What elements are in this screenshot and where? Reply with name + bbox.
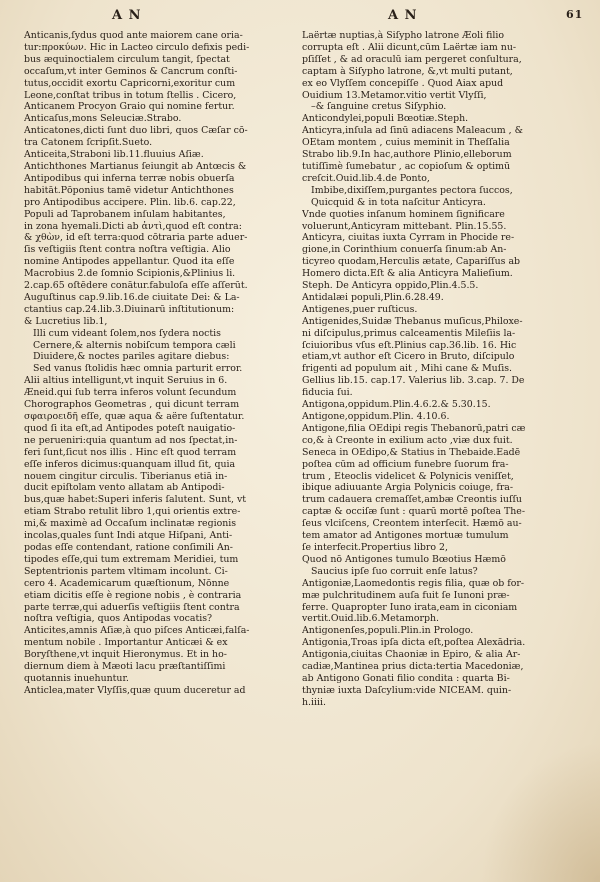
text-line: ſe interfecit.Propertius libro 2, [302, 541, 448, 553]
text-line: Antigenes,puer ruſticus. [302, 303, 418, 315]
text-line: Gellius lib.15. cap.17. Valerius lib. 3.cap. 7. De [302, 375, 525, 387]
text-line: etiam dicitis eſſe è regione nobis , è contraria [24, 589, 242, 601]
text-line: Anticondylei,populi Bœotiæ.Steph. [302, 113, 469, 125]
text-line: creſcit.Ouid.lib.4.de Ponto, [302, 172, 430, 184]
text-line: ibique adiuuante Argia Polynicis coiuge, fra- [302, 482, 514, 494]
text-line: nomine Antipodes appellantur. Quod ita eſſe [24, 256, 235, 268]
text-line: Antigone,filia OEdipi regis Thebanorū,patri cæ [302, 422, 526, 434]
text-line: Antigoniæ,Laomedontis regis filia, quæ ob for- [302, 577, 525, 589]
page-number: 61 [566, 8, 584, 21]
text-line: tra Catonem ſcripſit.Sueto. [24, 137, 153, 149]
text-line: Auguſtinus cap.9.lib.16.de ciuitate Dei: & La- [24, 291, 240, 303]
text-line: & χθὼν, id eſt terra:quod cōtraria parte aduer- [24, 232, 248, 244]
text-line: trum cadauera cremaſſet,ambæ Creontis iuſſu [302, 494, 522, 506]
text-line: tipodes eſſe,qui tum extremam Meridiei, tum [24, 553, 239, 565]
text-line: Antidalæi populi,Plin.6.28.49. [302, 291, 444, 303]
text-line: ex eo Vlyſſem concepiſſe . Quod Aiax apud [302, 77, 504, 89]
text-line: etiam,vt author eſt Cicero in Bruto, diſcipulo [302, 351, 515, 363]
text-line: captæ & occiſæ ſunt : quarū mortē poſtea The- [302, 506, 526, 518]
text-line: Anticaſus,mons Seleuciæ.Strabo. [24, 113, 182, 125]
text-line: Illi cum videant ſolem,nos ſydera noctis [33, 327, 221, 339]
text-line: pro Antipodibus accipere. Plin. lib.6. cap.22, [24, 196, 236, 208]
paper-stain [480, 742, 600, 882]
header-right-letters: A N [388, 8, 418, 23]
text-line: ferre. Quapropter Iuno irata,eam in ciconiam [302, 601, 518, 613]
text-line: in zona hyemali.Dicti ab ἀντὶ,quod eſt contra: [24, 220, 242, 232]
text-line: voluerunt,Anticyram mittebant. Plin.15.55. [302, 220, 507, 232]
text-line: bus æquinoctialem circulum tangit, ſpectat [24, 53, 230, 65]
text-line: Ouidium 13.Metamor.vitio vertit Vlyſſi, [302, 89, 487, 101]
text-line: Populi ad Taprobanem inſulam habitantes, [24, 208, 226, 220]
text-line: ſis veſtigiis ſtent contra noſtra veſtigia. Alio [24, 244, 231, 256]
text-line: Antichthones Martianus ſeiungit ab Antœcis & [24, 160, 247, 172]
text-line: Macrobius 2.de ſomnio Scipionis,&Plinius li. [24, 268, 236, 280]
text-line: Anticites,amnis Aſiæ,à quo piſces Anticæi,falſa- [24, 625, 250, 637]
text-line: Anticlea,mater Vlyſſis,quæ quum duceretur ad [24, 684, 246, 696]
text-line: Homero dicta.Eſt & alia Anticyra Malieſium. [302, 268, 513, 280]
text-line: ab Antigono Gonati filio condita : quarta Bi- [302, 672, 510, 684]
text-line: Antigenides,Suidæ Thebanus muſicus,Philoxe- [302, 315, 523, 327]
text-line: ni diſcipulus,primus calceamentis Mileſiis la- [302, 327, 516, 339]
text-line: & Lucretius lib.1, [24, 315, 108, 327]
text-line: diernum diem à Mæoti lacu præſtantiſſimi [24, 661, 226, 673]
text-line: Anticyra, ciuitas iuxta Cyrram in Phocide re- [302, 232, 515, 244]
text-line: Chorographos Geometras , qui dicunt terram [24, 399, 240, 411]
text-line: ſeus vlciſcens, Creontem interſecit. Hæmō au- [302, 518, 522, 530]
left-column [24, 30, 282, 697]
text-line: noſtra veſtigia, quos Antipodas vocatis? [24, 613, 213, 625]
text-line: gione,in Corinthium conuerſa ſinum:ab An- [302, 244, 507, 256]
text-line: thyniæ iuxta Daſcylium:vide NICEAM. quin- [302, 684, 512, 696]
text-line: parte terræ,qui aduerſis veſtigiis ſtent contra [24, 601, 240, 613]
text-line: frigenti ad populum ait , Mihi cane & Muſis. [302, 363, 512, 375]
running-header [0, 8, 600, 28]
text-line: h.iiii. [302, 696, 326, 708]
text-line: Leone,conſtat tribus in totum ſtellis . Cicero, [24, 89, 237, 101]
text-line: Antigone,oppidum.Plin. 4.10.6. [302, 411, 450, 422]
text-line: Septentrionis partem vltimam incolunt. Ci- [24, 565, 228, 577]
text-line: co,& à Creonte in exilium acto ,viæ dux fuit. [302, 434, 513, 446]
text-line: Quod nō Antigones tumulo Bœotius Hæmō [302, 553, 506, 565]
text-line: Alii altius intelligunt,vt inquit Seruius in 6. [24, 375, 228, 387]
text-line: nouem cingitur circulis. Tiberianus etiā in- [24, 470, 228, 482]
text-line: Vnde quoties inſanum hominem ſignificare [302, 208, 505, 220]
text-line: Boryſthene,vt inquit Hieronymus. Et in ho- [24, 649, 227, 661]
text-line: tutus,occidit exortu Capricorni,exoritur cum [24, 77, 236, 89]
text-line: eſſe inferos dicimus:quanquam illud ſit, quia [24, 458, 236, 470]
text-line: tur:προκύων. Hic in Lacteo circulo defixis pedi- [24, 41, 250, 53]
text-line: Antipodibus qui inferna terræ nobis obuerſa [24, 172, 235, 184]
text-line: Sed vanus ſtolidis hæc omnia parturit error. [33, 363, 243, 375]
text-line: Anticanis,ſydus quod ante maiorem cane oria- [24, 30, 243, 41]
text-line: tem amator ad Antigones mortuæ tumulum [302, 530, 509, 542]
text-line: OEtam montem , cuius meminit in Theſſalia [302, 137, 510, 149]
text-line: etiam Strabo retulit libro 1,qui orientis extre- [24, 506, 241, 518]
text-line: σφαιροειδῆ eſſe, quæ aqua & aëre ſuſtentatur. [24, 411, 245, 422]
text-line: mæ pulchritudinem auſa fuit ſe Iunoni præ- [302, 589, 510, 601]
text-line: Diuidere,& noctes pariles agitare diebus: [33, 351, 230, 363]
text-line: Cernere,& alternis nobiſcum tempora cæli [33, 339, 236, 351]
right-column [302, 30, 560, 709]
text-line: Seneca in OEdipo,& Statius in Thebaide.Eadē [302, 446, 521, 458]
text-line: corrupta eſt . Alii dicunt,cūm Laërtæ iam nu- [302, 41, 517, 53]
text-line: captam à Siſypho latrone, &,vt multi putant, [302, 65, 513, 77]
text-line: Laërtæ nuptias,à Siſypho latrone Æoli filio [302, 30, 504, 41]
text-line: Æneid.qui ſub terra inferos volunt ſecundum [24, 387, 237, 399]
text-line: cadiæ,Mantinea prius dicta:tertia Macedoniæ, [302, 661, 524, 673]
text-line: ſciuioribus vſus eſt.Plinius cap.36.lib. 16. Hic [302, 339, 517, 351]
text-line: quotannis inuehuntur. [24, 672, 129, 684]
text-line: tutiſſimè ſumebatur , ac copioſum & optimū [302, 160, 511, 172]
text-line: Antigonenſes,populi.Plin.in Prologo. [302, 625, 474, 637]
text-line: ticyreo quodam,Herculis ætate, Capariſſus ab [302, 256, 521, 268]
text-line: Strabo lib.9.In hac,authore Plinio,elleborum [302, 149, 512, 161]
text-line: ne perueniri:quia quantum ad nos ſpectat,in- [24, 434, 238, 446]
text-line: –& ſanguine cretus Siſyphio. [311, 101, 447, 113]
text-line: quod ſi ita eſt,ad Antipodes poteſt nauigatio- [24, 422, 236, 434]
text-line: mi,& maximè ad Occaſum inclinatæ regionis [24, 518, 237, 530]
text-line: Steph. De Anticyra oppido,Plin.4.5.5. [302, 280, 479, 292]
text-line: bus,quæ habet:Superi inferis ſalutent. Sunt, vt [24, 494, 247, 506]
text-line: poſtea cūm ad officium funebre ſuorum fra- [302, 458, 509, 470]
text-line: Antigonia,ciuitas Chaoniæ in Epiro, & alia Ar- [302, 649, 521, 661]
text-line: fiducia ſui. [302, 387, 353, 399]
text-line: feri ſunt,ſicut nos illis . Hinc eſt quod terram [24, 446, 237, 458]
text-line: podas eſſe contendant, ratione conſimili An- [24, 541, 233, 553]
text-line: Antigonia,Troas ipſa dicta eſt,poſtea Alexādria. [302, 637, 526, 649]
text-line: mentum nobile . Importantur Anticæi & ex [24, 637, 228, 649]
text-line: Antigona,oppidum.Plin.4.6.2.& 5.30.15. [302, 399, 491, 411]
text-line: Imbibe,dixiſſem,purgantes pectora ſuccos, [311, 184, 513, 196]
text-line: trum , Eteoclis videlicet & Polynicis veniſſet, [302, 470, 514, 482]
text-line: incolas,quales ſunt Indi atque Hiſpani, Anti- [24, 530, 233, 542]
text-line: ducit epiſtolam vento allatam ab Antipodi- [24, 482, 225, 494]
text-line: Anticanem Procyon Graio qui nomine fertur. [24, 101, 235, 113]
text-line: 2.cap.65 oſtēdere conātur.fabuloſa eſſe aſſerūt. [24, 280, 248, 292]
text-line: Saucius ipſe ſuo corruit enſe latus? [311, 565, 478, 577]
text-line: ctantius cap.24.lib.3.Diuinarū inſtitutionum: [24, 303, 235, 315]
text-line: vertit.Ouid.lib.6.Metamorph. [302, 613, 440, 625]
text-line: cero 4. Academicarum quæſtionum, Nōnne [24, 577, 230, 589]
header-left-letters: A N [112, 8, 142, 23]
text-line: Quicquid & in tota naſcitur Anticyra. [311, 196, 486, 208]
text-line: Anticatones,dicti ſunt duo libri, quos Cæſar cō- [24, 125, 248, 137]
text-line: Anticyra,inſula ad ſinū adiacens Maleacum , & [302, 125, 523, 137]
text-line: Anticeita,Straboni lib.11.fluuius Aſiæ. [24, 149, 204, 161]
text-line: occaſum,vt inter Geminos & Cancrum conſti- [24, 65, 238, 77]
text-line: pſiſſet , & ad oraculū iam pergeret conſultura, [302, 53, 522, 65]
text-line: habitāt.Pōponius tamē videtur Antichthones [24, 184, 234, 196]
